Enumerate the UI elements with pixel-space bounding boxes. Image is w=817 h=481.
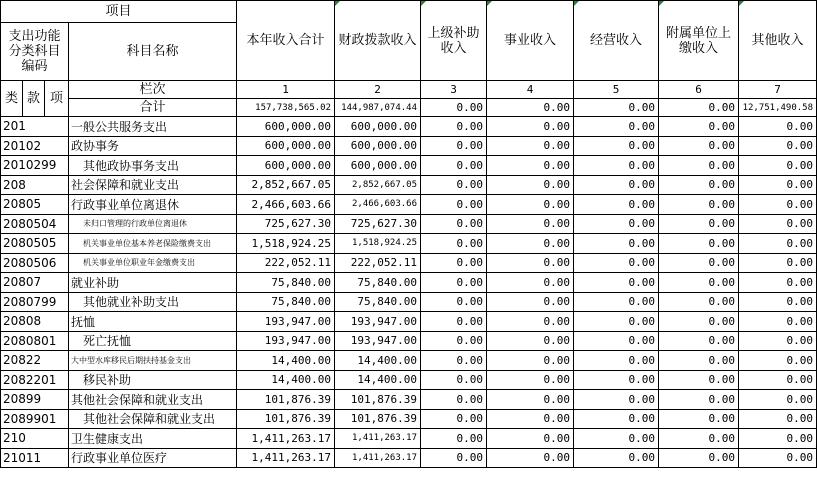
table-row [1,195,817,215]
value-cell: 0.00 [739,390,817,410]
value-cell: 0.00 [421,117,487,137]
subject-code: 208 [1,175,69,195]
total-cell: 0.00 [421,99,487,117]
value-cell: 75,840.00 [237,292,335,312]
value-cell: 2,466,603.66 [335,195,421,215]
value-cell: 0.00 [574,253,659,273]
value-cell: 0.00 [487,195,574,215]
subject-code: 20805 [1,195,69,215]
value-cell: 0.00 [421,429,487,449]
value-cell: 193,947.00 [237,312,335,332]
subject-code: 20899 [1,390,69,410]
table-row [1,312,817,332]
subject-code: 2082201 [1,370,69,390]
value-cell: 0.00 [739,351,817,371]
value-cell: 0.00 [659,156,739,176]
subject-name: 死亡抚恤 [69,331,237,351]
total-cell: 12,751,490.58 [739,99,817,117]
value-cell: 0.00 [574,214,659,234]
table-row [1,292,817,312]
value-cell: 101,876.39 [237,390,335,410]
value-cell: 222,052.11 [237,253,335,273]
col-header-5: 经营收入 [574,1,659,81]
value-cell: 600,000.00 [237,136,335,156]
table-row [1,331,817,351]
value-cell: 0.00 [421,156,487,176]
table-row [1,156,817,176]
value-cell: 0.00 [739,195,817,215]
value-cell: 101,876.39 [335,390,421,410]
subject-name: 一般公共服务支出 [69,117,237,137]
value-cell: 0.00 [421,370,487,390]
value-cell: 0.00 [487,156,574,176]
col-no-7: 7 [739,81,817,99]
total-cell: 0.00 [574,99,659,117]
total-cell: 144,987,074.44 [335,99,421,117]
value-cell: 14,400.00 [335,370,421,390]
value-cell: 0.00 [739,234,817,254]
col-header-1: 本年收入合计 [237,1,335,81]
table-row [1,390,817,410]
value-cell: 0.00 [487,292,574,312]
value-cell: 0.00 [487,390,574,410]
subject-code: 21011 [1,448,69,468]
subject-name: 机关事业单位职业年金缴费支出 [69,253,237,273]
value-cell: 0.00 [659,390,739,410]
table-row [1,175,817,195]
subject-name: 大中型水库移民后期扶持基金支出 [69,351,237,371]
table-row [1,214,817,234]
value-cell: 0.00 [487,409,574,429]
value-cell: 1,411,263.17 [237,448,335,468]
value-cell: 101,876.39 [335,409,421,429]
value-cell: 0.00 [659,370,739,390]
subject-name: 未归口管理的行政单位离退休 [69,214,237,234]
value-cell: 725,627.30 [335,214,421,234]
value-cell: 600,000.00 [237,156,335,176]
value-cell: 0.00 [659,175,739,195]
subject-name: 其他就业补助支出 [69,292,237,312]
value-cell: 101,876.39 [237,409,335,429]
value-cell: 0.00 [659,234,739,254]
value-cell: 0.00 [574,234,659,254]
subject-name: 其他社会保障和就业支出 [69,390,237,410]
value-cell: 75,840.00 [335,292,421,312]
subject-code: 2080505 [1,234,69,254]
value-cell: 0.00 [659,448,739,468]
value-cell: 0.00 [739,214,817,234]
project-header: 项目 [1,1,237,23]
kuan-header: 款 [23,81,45,117]
subject-name: 政协事务 [69,136,237,156]
value-cell: 0.00 [487,429,574,449]
subject-name: 抚恤 [69,312,237,332]
value-cell: 1,411,263.17 [335,448,421,468]
total-cell: 157,738,565.02 [237,99,335,117]
value-cell: 0.00 [739,370,817,390]
col-no-1: 1 [237,81,335,99]
value-cell: 0.00 [574,429,659,449]
value-cell: 0.00 [659,273,739,293]
subject-name: 机关事业单位基本养老保险缴费支出 [69,234,237,254]
value-cell: 0.00 [421,273,487,293]
subject-code: 201 [1,117,69,137]
value-cell: 0.00 [659,409,739,429]
value-cell: 0.00 [659,195,739,215]
value-cell: 0.00 [487,214,574,234]
value-cell: 0.00 [739,117,817,137]
value-cell: 0.00 [421,234,487,254]
value-cell: 0.00 [487,448,574,468]
value-cell: 0.00 [574,292,659,312]
value-cell: 0.00 [739,409,817,429]
value-cell: 725,627.30 [237,214,335,234]
value-cell: 0.00 [574,331,659,351]
table-row [1,351,817,371]
subject-name: 行政事业单位医疗 [69,448,237,468]
value-cell: 0.00 [487,234,574,254]
value-cell: 0.00 [739,448,817,468]
value-cell: 0.00 [739,136,817,156]
subject-name: 其他社会保障和就业支出 [69,409,237,429]
value-cell: 0.00 [574,351,659,371]
subject-name: 行政事业单位离退休 [69,195,237,215]
value-cell: 222,052.11 [335,253,421,273]
value-cell: 193,947.00 [237,331,335,351]
value-cell: 0.00 [574,117,659,137]
subject-name: 就业补助 [69,273,237,293]
col-header-3: 上级补助收入 [421,1,487,81]
table-row [1,429,817,449]
subject-code: 2080506 [1,253,69,273]
value-cell: 600,000.00 [335,136,421,156]
table-row [1,273,817,293]
col-no-3: 3 [421,81,487,99]
func-code-header: 支出功能分类科目编码 [1,23,69,81]
col-header-4: 事业收入 [487,1,574,81]
col-no-4: 4 [487,81,574,99]
value-cell: 600,000.00 [237,117,335,137]
subject-code: 2089901 [1,409,69,429]
value-cell: 0.00 [487,331,574,351]
value-cell: 0.00 [421,390,487,410]
value-cell: 0.00 [574,156,659,176]
value-cell: 0.00 [574,370,659,390]
value-cell: 0.00 [659,312,739,332]
col-no-6: 6 [659,81,739,99]
value-cell: 0.00 [659,292,739,312]
value-cell: 0.00 [574,390,659,410]
value-cell: 0.00 [659,117,739,137]
col-no-2: 2 [335,81,421,99]
value-cell: 0.00 [421,292,487,312]
subject-code: 210 [1,429,69,449]
value-cell: 0.00 [487,175,574,195]
value-cell: 2,852,667.05 [335,175,421,195]
table-row [1,136,817,156]
value-cell: 0.00 [421,195,487,215]
value-cell: 0.00 [739,312,817,332]
value-cell: 0.00 [421,331,487,351]
value-cell: 75,840.00 [335,273,421,293]
value-cell: 14,400.00 [335,351,421,371]
xiang-header: 项 [45,81,69,117]
col-header-2: 财政拨款收入 [335,1,421,81]
table-row [1,117,817,137]
value-cell: 0.00 [487,351,574,371]
table-row [1,253,817,273]
table-row [1,370,817,390]
value-cell: 0.00 [739,292,817,312]
value-cell: 0.00 [421,448,487,468]
total-cell: 0.00 [659,99,739,117]
value-cell: 0.00 [421,312,487,332]
value-cell: 2,852,667.05 [237,175,335,195]
value-cell: 1,518,924.25 [237,234,335,254]
subject-code: 2080799 [1,292,69,312]
subject-code: 20102 [1,136,69,156]
table-row [1,409,817,429]
total-label: 合计 [69,99,237,117]
value-cell: 0.00 [421,253,487,273]
value-cell: 0.00 [659,136,739,156]
value-cell: 0.00 [574,273,659,293]
subject-name: 其他政协事务支出 [69,156,237,176]
subject-code: 2010299 [1,156,69,176]
value-cell: 0.00 [739,175,817,195]
value-cell: 0.00 [487,117,574,137]
value-cell: 0.00 [739,331,817,351]
value-cell: 0.00 [574,409,659,429]
value-cell: 75,840.00 [237,273,335,293]
value-cell: 14,400.00 [237,351,335,371]
cat-header: 类 [1,81,23,117]
value-cell: 193,947.00 [335,312,421,332]
value-cell: 1,411,263.17 [237,429,335,449]
value-cell: 0.00 [739,273,817,293]
value-cell: 0.00 [659,351,739,371]
value-cell: 0.00 [421,214,487,234]
col-no-5: 5 [574,81,659,99]
value-cell: 0.00 [487,253,574,273]
col-header-6: 附属单位上缴收入 [659,1,739,81]
value-cell: 0.00 [421,409,487,429]
value-cell: 0.00 [739,429,817,449]
value-cell: 193,947.00 [335,331,421,351]
subject-name-header: 科目名称 [69,23,237,81]
value-cell: 0.00 [487,273,574,293]
table-row [1,234,817,254]
value-cell: 0.00 [574,175,659,195]
value-cell: 0.00 [487,312,574,332]
value-cell: 0.00 [739,156,817,176]
value-cell: 1,411,263.17 [335,429,421,449]
value-cell: 0.00 [574,312,659,332]
value-cell: 0.00 [421,351,487,371]
table-row [1,448,817,468]
value-cell: 600,000.00 [335,117,421,137]
value-cell: 0.00 [421,175,487,195]
subject-code: 20822 [1,351,69,371]
value-cell: 0.00 [739,253,817,273]
value-cell: 600,000.00 [335,156,421,176]
value-cell: 0.00 [487,370,574,390]
value-cell: 0.00 [659,214,739,234]
value-cell: 1,518,924.25 [335,234,421,254]
value-cell: 0.00 [487,136,574,156]
value-cell: 0.00 [659,253,739,273]
col-header-7: 其他收入 [739,1,817,81]
total-cell: 0.00 [487,99,574,117]
value-cell: 0.00 [574,448,659,468]
value-cell: 0.00 [421,136,487,156]
subject-code: 20807 [1,273,69,293]
value-cell: 0.00 [659,331,739,351]
value-cell: 14,400.00 [237,370,335,390]
lanci-label: 栏次 [69,81,237,99]
subject-code: 20808 [1,312,69,332]
value-cell: 2,466,603.66 [237,195,335,215]
subject-name: 社会保障和就业支出 [69,175,237,195]
subject-name: 移民补助 [69,370,237,390]
value-cell: 0.00 [574,195,659,215]
subject-code: 2080801 [1,331,69,351]
subject-code: 2080504 [1,214,69,234]
subject-name: 卫生健康支出 [69,429,237,449]
value-cell: 0.00 [574,136,659,156]
value-cell: 0.00 [659,429,739,449]
